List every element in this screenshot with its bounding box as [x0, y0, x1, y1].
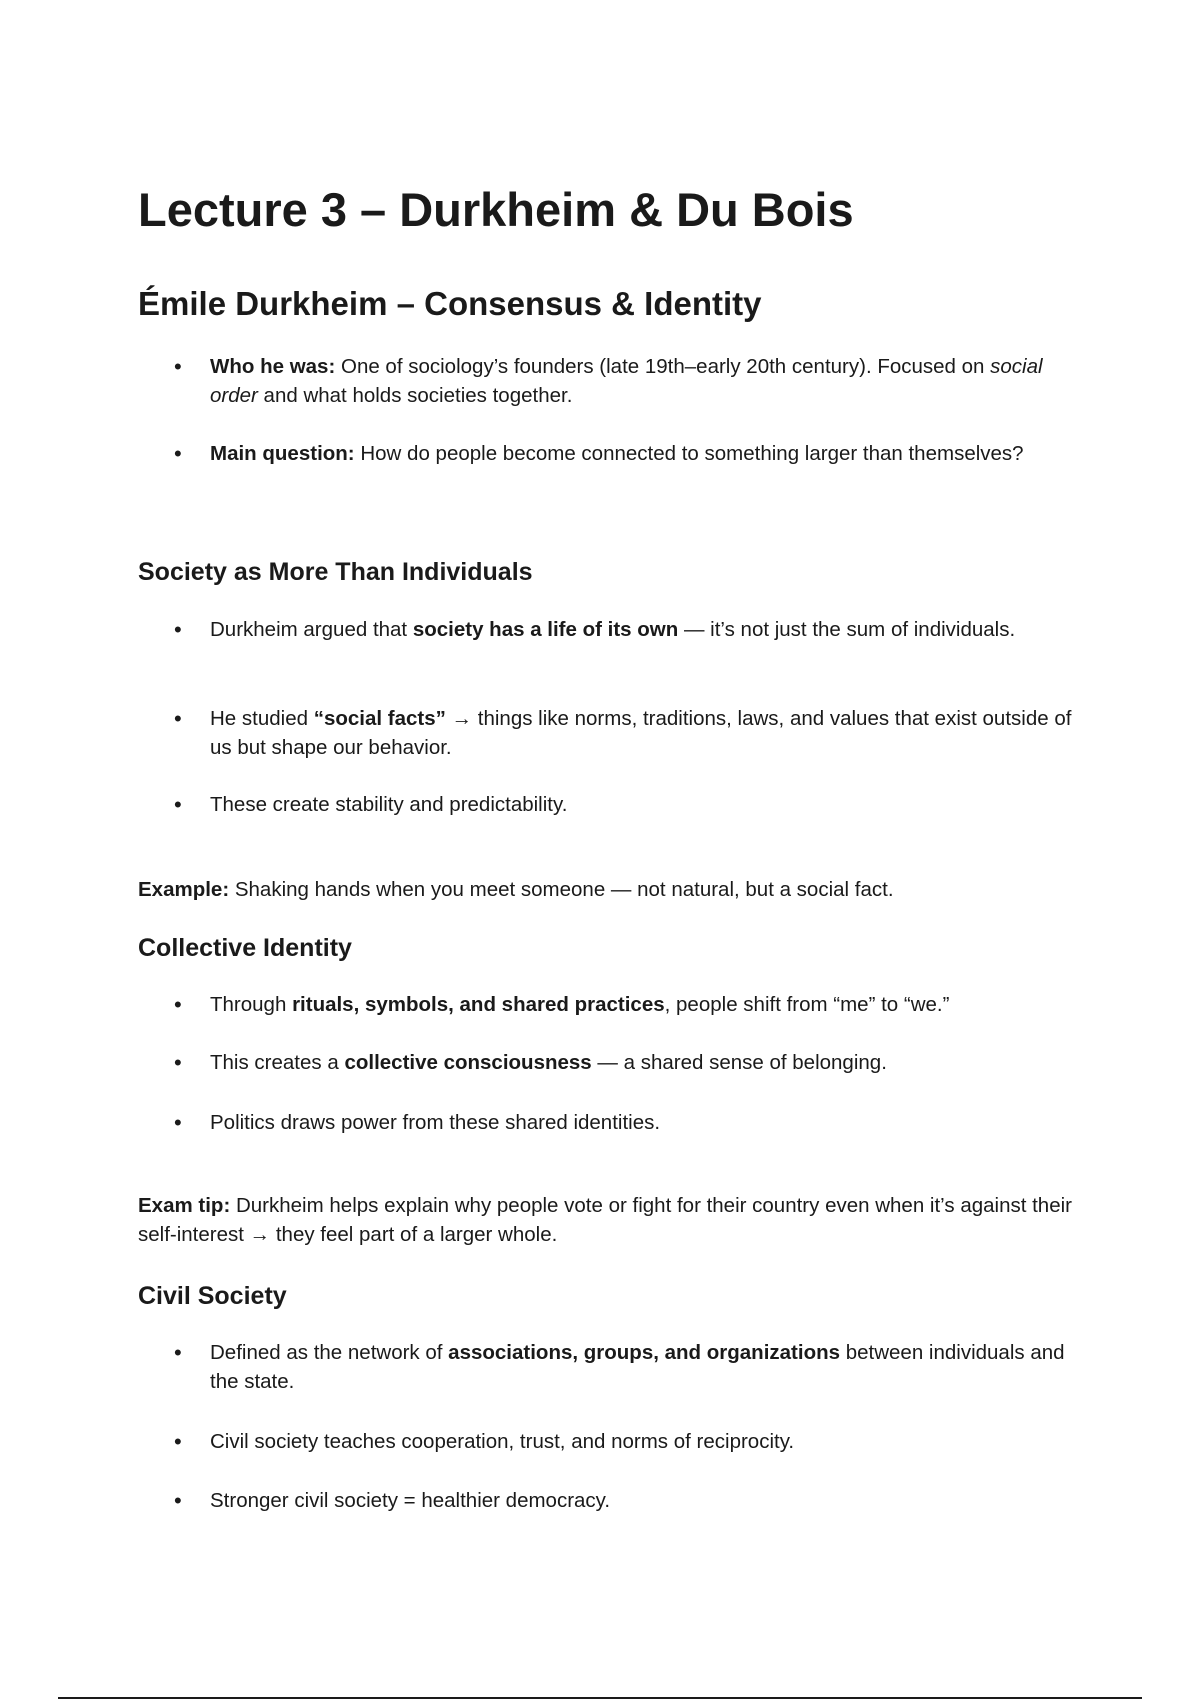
example-label: Example:: [138, 878, 230, 901]
bullet-text: Durkheim argued that: [210, 618, 413, 641]
bullet-democracy: • Stronger civil society = healthier democracy.: [210, 1486, 1090, 1515]
section-heading-durkheim: Émile Durkheim – Consensus & Identity: [138, 285, 762, 322]
bottom-rule: [58, 1697, 1142, 1699]
bullet-text: This creates a: [210, 1051, 345, 1074]
bullet-label: Who he was:: [210, 355, 336, 378]
bullet-text: , people shift from “me” to “we.”: [664, 993, 950, 1016]
bullet-text: — a shared sense of belonging.: [591, 1051, 887, 1074]
bullet-text: → things like norms, traditions, laws, and values that exist outside of us but shape our behavior.: [210, 707, 1072, 759]
bullet-italic-text: social order: [210, 355, 1043, 407]
bullet-bold-text: society has a life of its own: [412, 618, 679, 641]
bullet-bold-text: collective consciousness: [344, 1051, 592, 1074]
exam-tip-paragraph: [138, 1191, 1078, 1249]
bullet-politics: • Politics draws power from these shared identities.: [210, 1108, 1090, 1137]
bullet-society-life: [210, 615, 1090, 644]
bullet-civil-definition: [210, 1338, 1090, 1396]
example-text: Shaking hands when you meet someone — not natural, but a social fact.: [229, 878, 894, 901]
bullet-text: Through: [210, 993, 293, 1016]
bullet-text: — it’s not just the sum of individuals.: [678, 618, 1016, 641]
bullet-bold-text: rituals, symbols, and shared practices: [292, 993, 665, 1016]
bullet-bold-text: associations, groups, and organizations: [448, 1341, 841, 1364]
bullet-stability: • These create stability and predictability.: [210, 790, 1090, 819]
bullet-bold-text: “social facts”: [313, 707, 446, 730]
bullet-who-he-was: [210, 352, 1090, 410]
bullet-text: and what holds societies together.: [257, 384, 573, 407]
bullet-cooperation: • Civil society teaches cooperation, trust, and norms of reciprocity.: [210, 1427, 1090, 1456]
bullet-text: He studied: [210, 707, 314, 730]
bullet-text: between individuals and the state.: [210, 1341, 1065, 1393]
bullet-text: One of sociology’s founders (late 19th–early 20th century). Focused on: [335, 355, 991, 378]
subheading-society: Society as More Than Individuals: [138, 558, 533, 586]
bullet-text: How do people become connected to something larger than themselves?: [354, 442, 1024, 465]
subheading-collective-identity: Collective Identity: [138, 934, 352, 962]
bullet-collective-consciousness: [210, 1048, 1090, 1077]
exam-tip-text: Durkheim helps explain why people vote or fight for their country even when it’s against their self-interest → they feel part of a larger whole.: [138, 1194, 1072, 1246]
page-title: Lecture 3 – Durkheim & Du Bois: [138, 183, 854, 236]
exam-tip-label: Exam tip:: [138, 1194, 231, 1217]
example-paragraph: [138, 875, 1078, 904]
bullet-social-facts: [210, 704, 1090, 762]
bullet-main-question: [210, 439, 1090, 468]
bullet-rituals: [210, 990, 1090, 1019]
bullet-label: Main question:: [210, 442, 355, 465]
bullet-text: Defined as the network of: [210, 1341, 449, 1364]
subheading-civil-society: Civil Society: [138, 1282, 287, 1310]
